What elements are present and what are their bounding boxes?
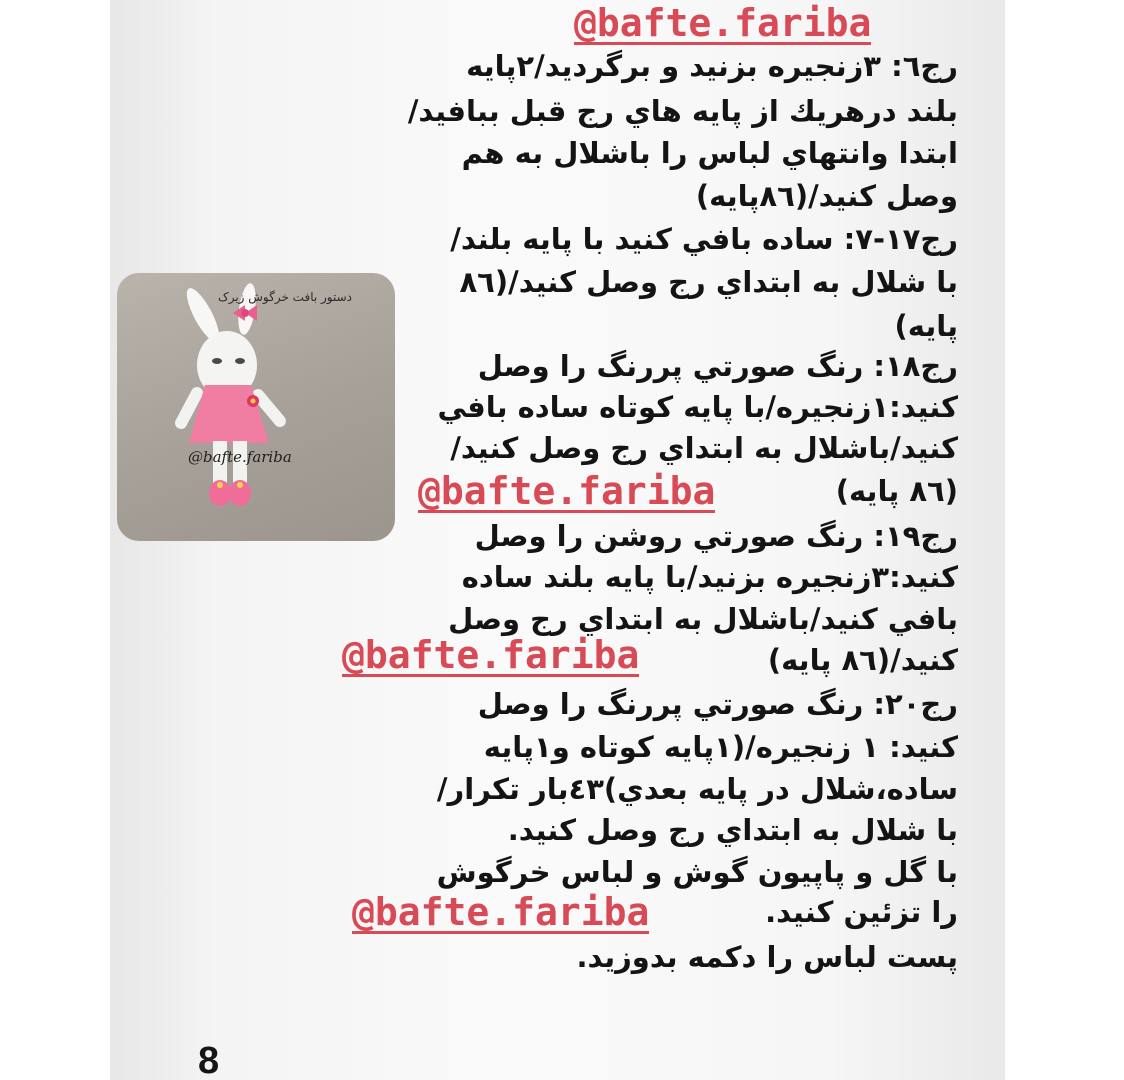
instruction-line: با شلال به ابتداي رج وصل كنيد. xyxy=(507,813,958,847)
instruction-line: رج١٧-٧: ساده بافي كنيد با پايه بلند/ xyxy=(450,222,958,256)
page-number: 8 xyxy=(198,1040,220,1080)
instruction-line: بافي كنيد/باشلال به ابتداي رج وصل xyxy=(448,602,958,636)
instruction-line: را تزئين كنيد. xyxy=(765,895,958,929)
instruction-line: بلند درهريك از پايه هاي رج قبل ببافيد/ xyxy=(407,94,958,128)
watermark-handle: @bafte.fariba xyxy=(418,469,716,513)
instruction-line: پست لباس را دكمه بدوزيد. xyxy=(576,940,958,974)
instruction-line: رج١٨: رنگ صورتي پررنگ را وصل xyxy=(477,349,958,383)
watermark-handle: @bafte.fariba xyxy=(574,1,872,45)
instruction-line: (٨٦ پايه) xyxy=(835,474,958,508)
instruction-line: وصل كنيد/(٨٦پايه) xyxy=(695,179,958,213)
instruction-line: كنيد/(٨٦ پايه) xyxy=(767,643,958,677)
photo-caption: دستور بافت خرگوش زیرک xyxy=(217,290,353,304)
instruction-line: با گل و پاپيون گوش و لباس خرگوش xyxy=(436,855,958,889)
instruction-line: كنيد/باشلال به ابتداي رج وصل كنيد/ xyxy=(450,431,958,465)
instruction-line: رج٢٠: رنگ صورتي پررنگ را وصل xyxy=(477,687,958,721)
instruction-line: ابتدا وانتهاي لباس را باشلال به هم xyxy=(461,136,958,170)
photo-watermark: @bafte.fariba xyxy=(188,448,292,466)
instruction-line: رج٦: ٣زنجيره بزنيد و برگرديد/٢پايه xyxy=(466,49,958,83)
instruction-line: كنيد:١زنجيره/با پايه كوتاه ساده بافي xyxy=(437,390,958,424)
instruction-line: با شلال به ابتداي رج وصل كنيد/(٨٦ xyxy=(459,265,958,299)
instruction-line: كنيد:٣زنجيره بزنيد/با پايه بلند ساده xyxy=(461,560,958,594)
instruction-line: كنيد: ١ زنجيره/(١پايه كوتاه و١پايه xyxy=(483,730,958,764)
watermark-handle: @bafte.fariba xyxy=(352,890,650,934)
instruction-line: رج١٩: رنگ صورتي روشن را وصل xyxy=(474,519,958,553)
instruction-line: پايه) xyxy=(894,309,958,343)
bunny-photo xyxy=(117,273,395,541)
instruction-line: ساده،شلال در پايه بعدي)٤٣بار تكرار/ xyxy=(436,772,958,806)
bunny-illustration xyxy=(117,273,395,541)
watermark-handle: @bafte.fariba xyxy=(342,633,640,677)
